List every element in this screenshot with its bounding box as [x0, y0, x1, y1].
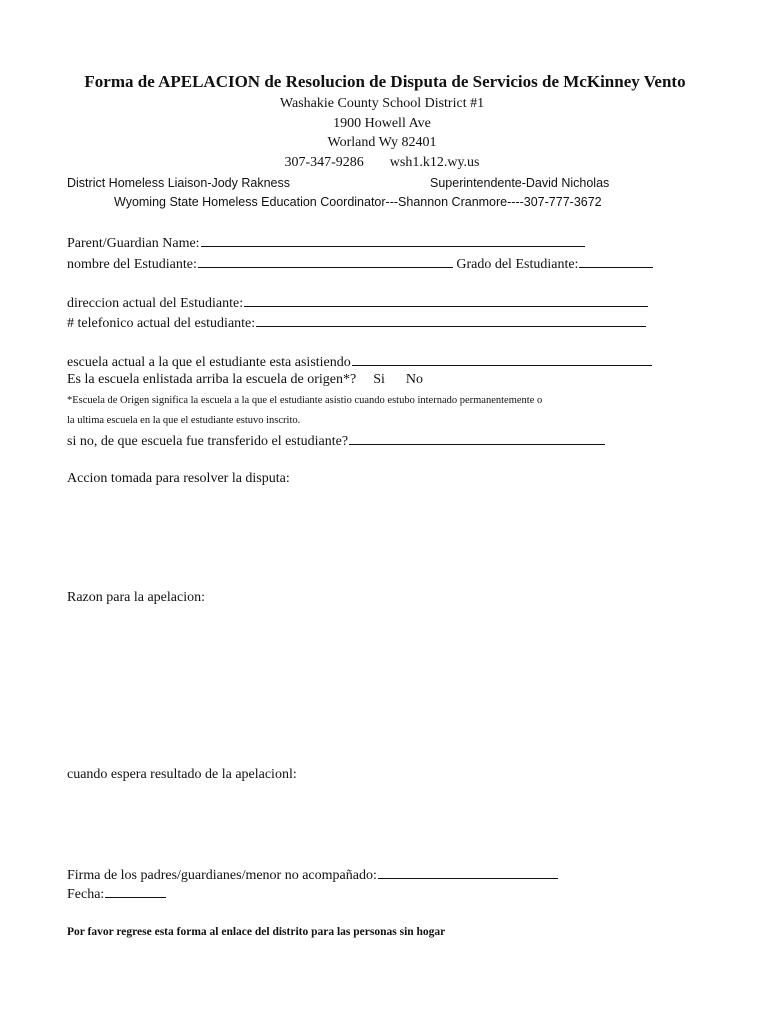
- signature-row: [67, 866, 558, 884]
- district-phone: 307-347-9286: [284, 155, 364, 170]
- current-school-label: escuela actual a la que el estudiante esta asistiendo: [67, 355, 351, 370]
- student-grade-label: Grado del Estudiante:: [456, 257, 579, 272]
- student-name-row: [67, 255, 653, 273]
- action-taken-area[interactable]: [67, 492, 687, 582]
- district-city: Worland Wy 82401: [327, 135, 437, 150]
- transfer-label: si no, de que escuela fue transferido el estudiante?: [67, 434, 349, 449]
- origin-question: Es la escuela enlistada arriba la escuela de origen*?: [67, 372, 357, 387]
- address-row: [67, 294, 648, 312]
- current-school-row: [67, 353, 652, 371]
- expected-result-label: cuando espera resultado de la apelacionl:: [67, 767, 297, 782]
- superintendent-name: Superintendente-David Nicholas: [430, 176, 610, 190]
- district-name: Washakie County School District #1: [279, 96, 485, 111]
- district-website: wsh1.k12.wy.us: [389, 155, 480, 170]
- action-taken-label: Accion tomada para resolver la disputa:: [67, 471, 290, 486]
- address-field[interactable]: [244, 294, 648, 307]
- liaison-name: District Homeless Liaison-Jody Rakness: [67, 176, 290, 190]
- transfer-field[interactable]: [349, 432, 605, 445]
- phone-row: [67, 314, 646, 332]
- origin-footnote-line1: *Escuela de Origen significa la escuela a la que el estudiante asistio cuando estubo internado permanentemente o: [67, 395, 543, 406]
- student-name-label: nombre del Estudiante:: [67, 257, 197, 272]
- date-row: [67, 885, 166, 903]
- phone-label: # telefonico actual del estudiante:: [67, 316, 256, 331]
- origin-footnote-line2: la ultima escuela en la que el estudiante estuvo inscrito.: [67, 415, 301, 426]
- signature-label: Firma de los padres/guardianes/menor no acompañado:: [67, 868, 377, 883]
- current-school-field[interactable]: [352, 353, 652, 366]
- transfer-row: [67, 432, 605, 450]
- student-name-field[interactable]: [198, 255, 453, 268]
- parent-name-field[interactable]: [201, 234, 585, 247]
- date-label: Fecha:: [67, 887, 105, 902]
- reason-area[interactable]: [67, 612, 687, 762]
- origin-no-option[interactable]: No: [405, 372, 423, 387]
- date-field[interactable]: [105, 885, 166, 898]
- expected-result-area[interactable]: [67, 789, 687, 859]
- district-street: 1900 Howell Ave: [333, 116, 431, 131]
- parent-name-row: [67, 234, 585, 252]
- address-label: direccion actual del Estudiante:: [67, 296, 244, 311]
- phone-field[interactable]: [256, 314, 646, 327]
- reason-label: Razon para la apelacion:: [67, 590, 205, 605]
- origin-yes-option[interactable]: Si: [373, 372, 385, 387]
- form-title: Forma de APELACION de Resolucion de Disputa de Servicios de McKinney Vento: [84, 72, 686, 91]
- origin-school-row: [67, 372, 423, 388]
- district-contact: [0, 155, 764, 171]
- signature-field[interactable]: [378, 866, 558, 879]
- state-coordinator: Wyoming State Homeless Education Coordinator---Shannon Cranmore----307-777-3672: [114, 195, 602, 209]
- student-grade-field[interactable]: [579, 255, 653, 268]
- return-note: Por favor regrese esta forma al enlace del distrito para las personas sin hogar: [67, 926, 446, 938]
- parent-name-label: Parent/Guardian Name:: [67, 236, 200, 251]
